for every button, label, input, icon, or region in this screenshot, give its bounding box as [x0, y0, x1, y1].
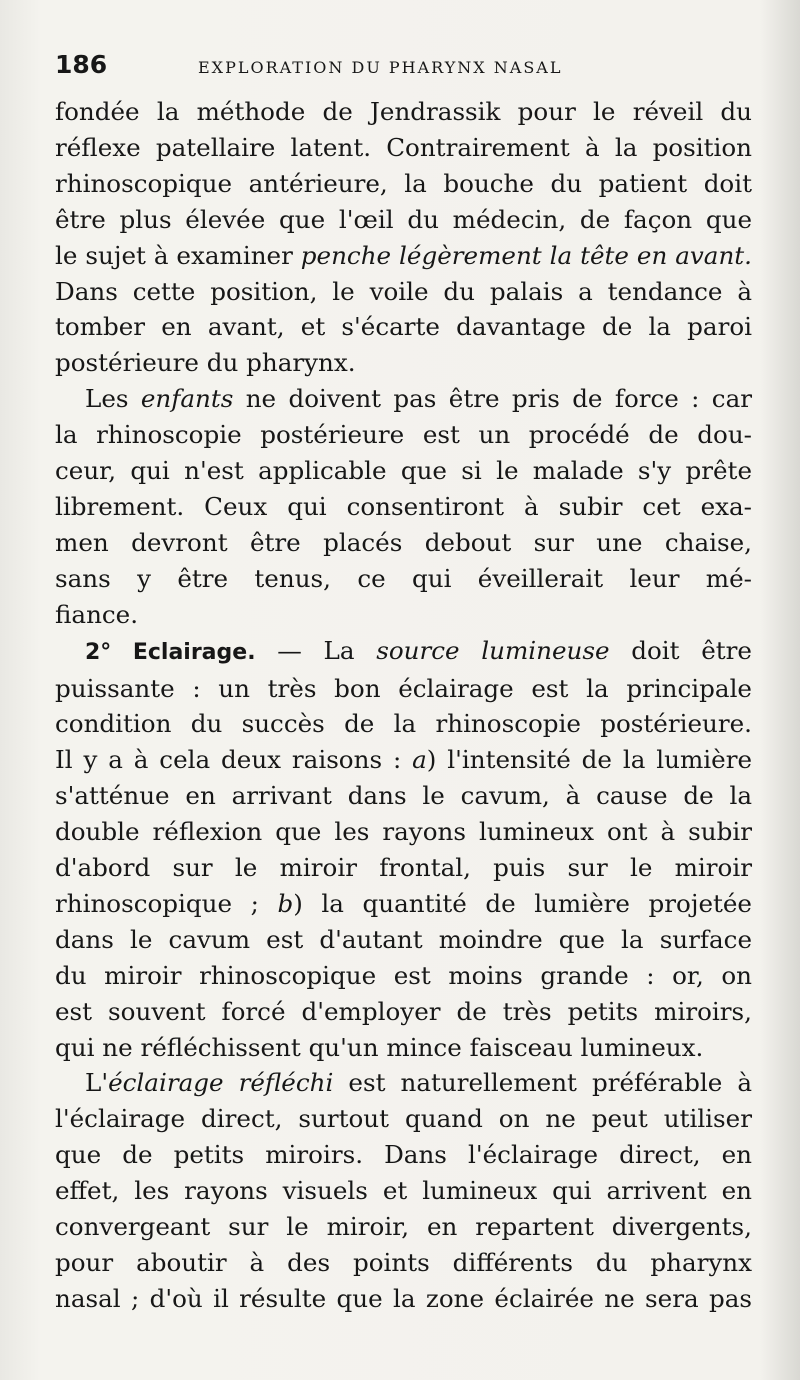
text-line: rhinoscopique antérieure, la bouche du patient doit — [55, 168, 752, 198]
text-run: ne doivent pas être pris de force : car — [233, 384, 753, 414]
text-line — [55, 238, 752, 274]
italic-run: éclairage réfléchi — [108, 1068, 334, 1098]
text-line: Dans cette position, le voile du palais a tendance à — [55, 276, 752, 306]
text-line: du miroir rhinoscopique est moins grande : or, on — [55, 960, 752, 990]
text-line — [55, 742, 752, 778]
text-line: l'éclairage direct, surtout quand on ne peut utiliser — [55, 1104, 752, 1134]
text-line — [55, 1065, 752, 1101]
text-line: postérieure du pharynx. — [55, 348, 356, 378]
text-line: d'abord sur le miroir frontal, puis sur le miroir — [55, 853, 752, 883]
text-line — [55, 886, 752, 922]
text-line — [55, 633, 752, 671]
text-line: pour aboutir à des points différents du pharynx — [55, 1248, 752, 1277]
italic-run: b — [277, 888, 294, 918]
section-heading: 2° Eclairage. — [85, 639, 256, 665]
text-run: le sujet à examiner — [55, 240, 301, 270]
page-number: 186 — [55, 50, 108, 79]
text-line — [55, 381, 752, 417]
italic-run: penche légèrement la tête en avant. — [300, 240, 752, 270]
text-line: que de petits miroirs. Dans l'éclairage direct, en — [55, 1140, 752, 1170]
text-line: ceur, qui n'est applicable que si le malade s'y prête — [55, 456, 752, 486]
running-title: EXPLORATION DU PHARYNX NASAL — [198, 58, 563, 77]
italic-run: enfants — [140, 384, 234, 414]
text-line: condition du succès de la rhinoscopie postérieure. — [55, 709, 752, 739]
body-text — [55, 94, 752, 1317]
text-line: qui ne réfléchissent qu'un mince faisceau lumineux. — [55, 1032, 704, 1062]
text-line: fiance. — [55, 599, 139, 629]
text-line: sans y être tenus, ce qui éveillerait leur mé- — [55, 563, 752, 593]
text-run: ) la quantité de lumière projetée — [293, 888, 752, 918]
text-line: effet, les rayons visuels et lumineux qui arrivent en — [55, 1176, 752, 1206]
text-line: convergeant sur le miroir, en repartent divergents, — [55, 1212, 752, 1242]
text-line: est souvent forcé d'employer de très petits miroirs, — [55, 996, 752, 1026]
text-line: fondée la méthode de Jendrassik pour le réveil du — [55, 97, 752, 126]
text-line: puissante : un très bon éclairage est la principale — [55, 673, 752, 703]
text-line: double réflexion que les rayons lumineux ont à subir — [55, 817, 752, 847]
page-header — [55, 50, 760, 84]
text-run: est naturellement préférable à — [333, 1068, 752, 1098]
text-line: être plus élevée que l'œil du médecin, de façon que — [55, 204, 752, 234]
text-line: men devront être placés debout sur une chaise, — [55, 527, 752, 557]
text-run: Les — [85, 384, 141, 414]
text-line: la rhinoscopie postérieure est un procédé de dou- — [55, 420, 752, 450]
text-run: — La — [255, 635, 377, 665]
text-run: Il y a à cela deux raisons : — [55, 745, 413, 775]
text-line: réflexe patellaire latent. Contrairement à la position — [55, 132, 752, 162]
italic-run: a — [412, 745, 427, 775]
text-line: dans le cavum est d'autant moindre que la surface — [55, 924, 752, 954]
text-run: doit être — [609, 635, 752, 665]
text-run: rhinoscopique ; — [55, 888, 278, 918]
text-line: librement. Ceux qui consentiront à subir cet exa- — [55, 491, 752, 521]
text-line: s'atténue en arrivant dans le cavum, à cause de la — [55, 781, 752, 811]
text-line: nasal ; d'où il résulte que la zone éclairée ne sera pas — [55, 1283, 752, 1313]
text-run: L' — [85, 1068, 109, 1098]
text-line: tomber en avant, et s'écarte davantage de la paroi — [55, 312, 752, 342]
italic-run: source lumineuse — [376, 635, 610, 665]
text-run: ) l'intensité de la lumière — [426, 745, 753, 775]
